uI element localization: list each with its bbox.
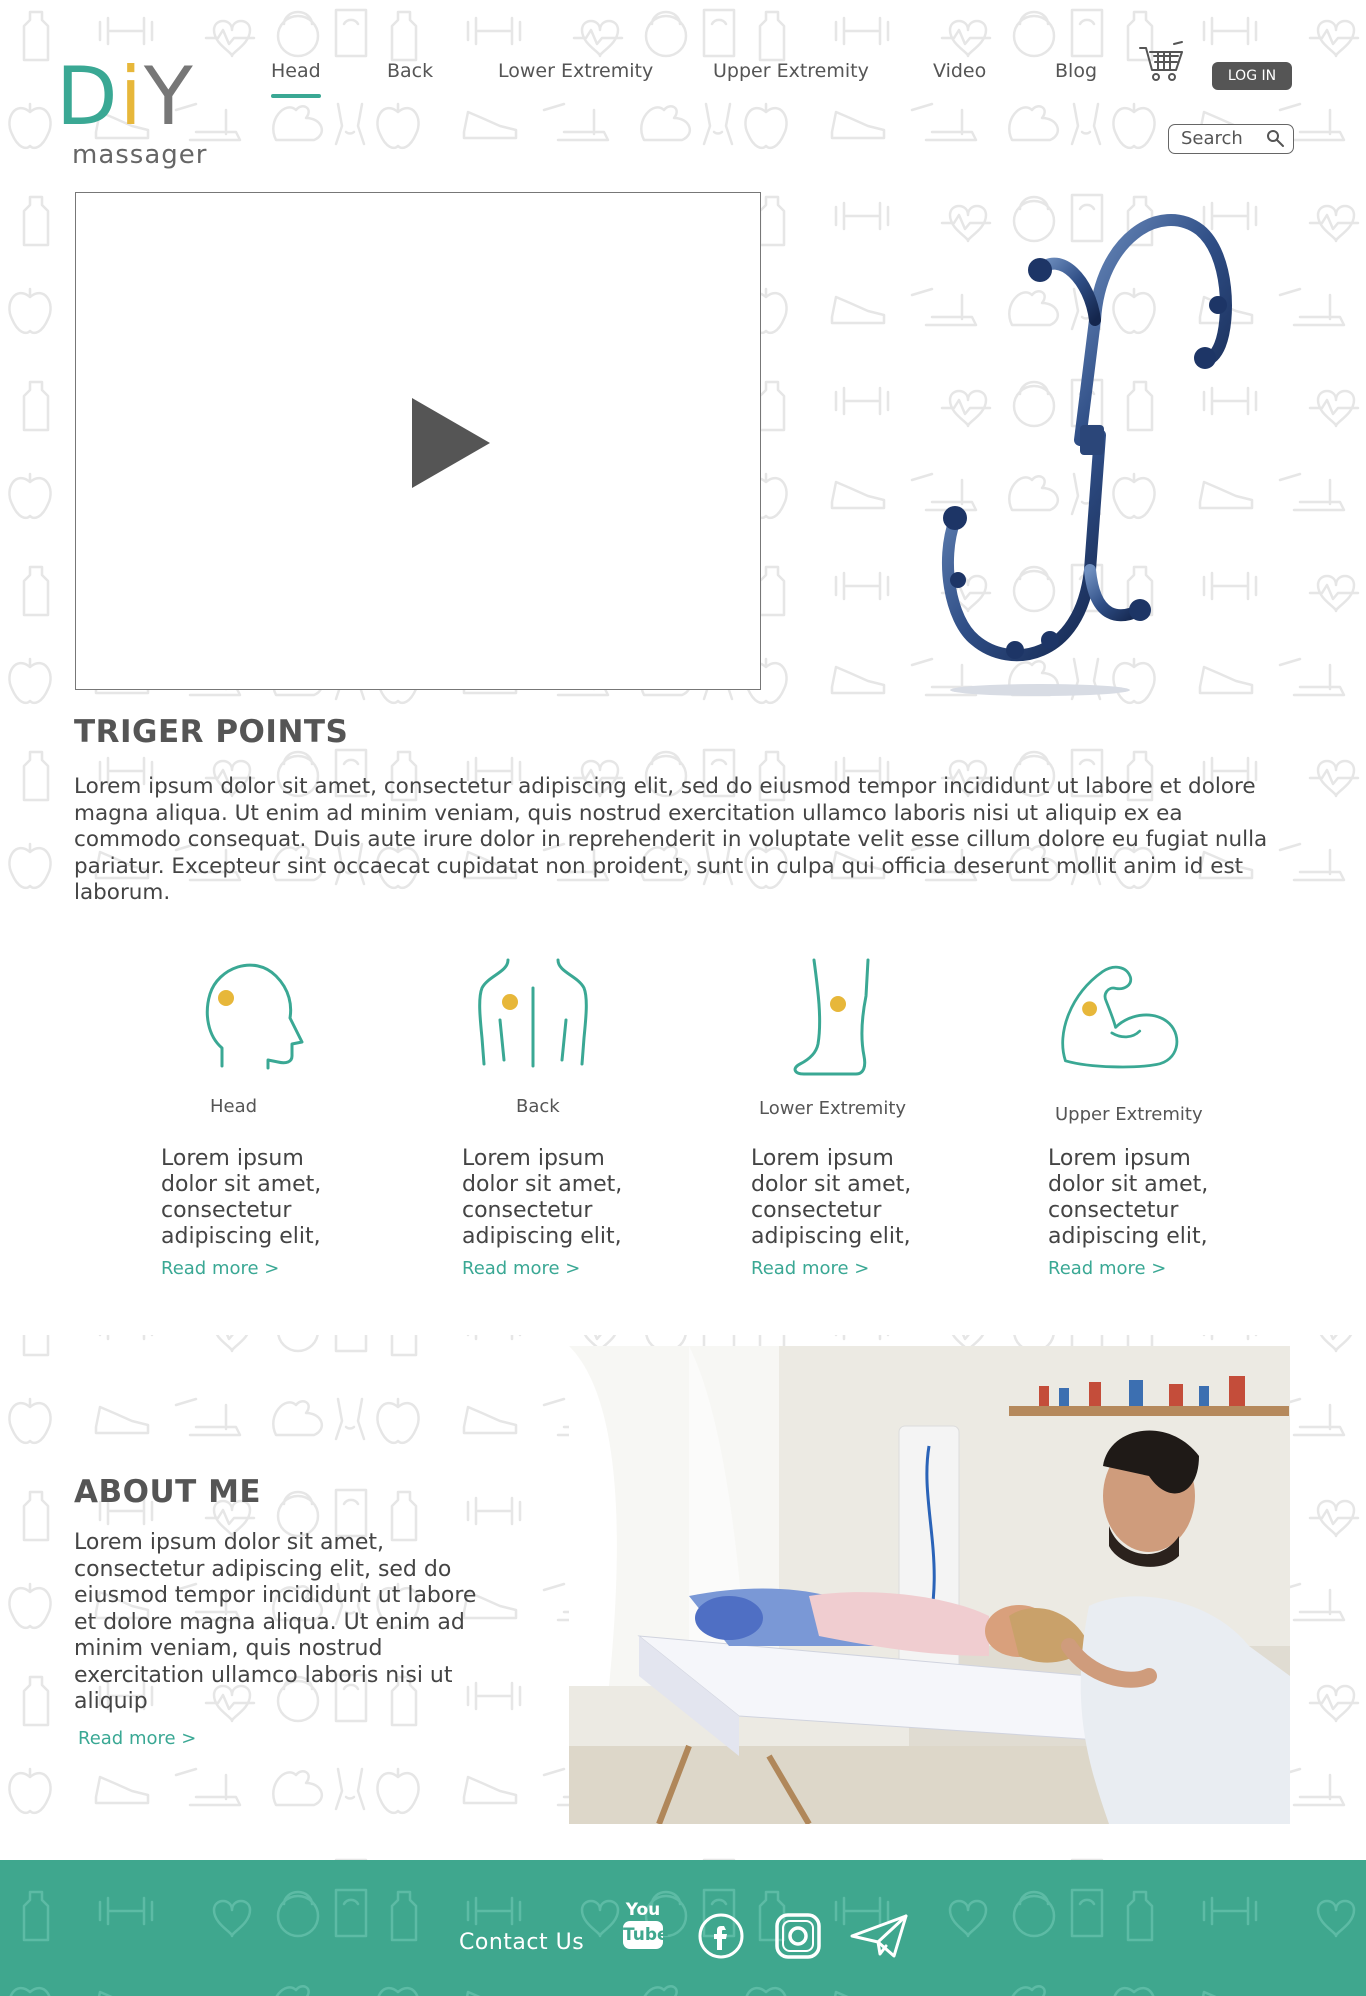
- nav-item-video[interactable]: Video: [933, 60, 987, 82]
- category-lower-extremity: [740, 950, 970, 1290]
- contact-us-label[interactable]: Contact Us: [459, 1930, 585, 1955]
- nav-item-back[interactable]: Back: [387, 60, 434, 82]
- category-upper-extremity-desc: Lorem ipsum dolor sit amet, consectetur adipiscing elit,: [1048, 1146, 1209, 1249]
- category-lower-extremity-read-more[interactable]: Read more >: [751, 1258, 870, 1279]
- about-title: ABOUT ME: [74, 1474, 262, 1510]
- back-icon[interactable]: [468, 954, 598, 1084]
- head-icon[interactable]: [192, 956, 322, 1086]
- arm-muscle-icon[interactable]: [1058, 954, 1188, 1084]
- nav-item-lower-extremity[interactable]: Lower Extremity: [498, 60, 654, 82]
- about-read-more[interactable]: Read more >: [78, 1728, 197, 1749]
- footer-pattern: [0, 1860, 1366, 1996]
- trigger-points-body: Lorem ipsum dolor sit amet, consectetur adipiscing elit, sed do eiusmod tempor incididunt ut labore et dolore magna aliqua. Ut enim ad minim veniam, quis nostrud exercitation ullamco laboris nisi ut aliquip ex ea commodo consequat. Duis aute irure dolor in reprehenderit in voluptate velit esse cillum dolore eu fugiat nulla pariatur. Excepteur sint occaecat cupidatat non proident, sunt in culpa qui officia deserunt mollit anim id est laborum.: [74, 774, 1268, 905]
- instagram-icon[interactable]: [774, 1912, 822, 1960]
- logo-wordmark: DiY: [56, 50, 195, 143]
- cart-icon[interactable]: [1138, 40, 1184, 84]
- play-icon[interactable]: [412, 398, 490, 488]
- logo[interactable]: [56, 52, 206, 172]
- category-head: [150, 950, 380, 1290]
- main-nav: [250, 60, 1130, 100]
- category-lower-extremity-desc: Lorem ipsum dolor sit amet, consectetur adipiscing elit,: [751, 1146, 912, 1249]
- footer: [0, 1860, 1366, 1996]
- nav-item-upper-extremity[interactable]: Upper Extremity: [713, 60, 869, 82]
- category-upper-extremity: [1040, 950, 1270, 1290]
- search-placeholder: Search: [1181, 128, 1243, 149]
- category-lower-extremity-label: Lower Extremity: [759, 1098, 907, 1119]
- youtube-tube-text: Tube: [623, 1921, 663, 1949]
- category-back: [452, 950, 682, 1290]
- category-back-read-more[interactable]: Read more >: [462, 1258, 581, 1279]
- youtube-you-text: You: [625, 1900, 661, 1920]
- search-icon[interactable]: [1265, 128, 1285, 148]
- login-button[interactable]: LOG IN: [1212, 62, 1292, 90]
- nav-item-blog[interactable]: Blog: [1055, 60, 1097, 82]
- trigger-points-title: TRIGER POINTS: [74, 714, 349, 750]
- category-back-label: Back: [516, 1096, 560, 1117]
- youtube-icon[interactable]: [620, 1900, 669, 1962]
- logo-subtitle: massager: [72, 140, 208, 170]
- video-player[interactable]: [75, 192, 761, 690]
- category-upper-extremity-read-more[interactable]: Read more >: [1048, 1258, 1167, 1279]
- massage-therapy-photo: [569, 1346, 1290, 1824]
- search-input[interactable]: [1168, 124, 1294, 154]
- send-icon[interactable]: [850, 1912, 910, 1960]
- facebook-icon[interactable]: [697, 1912, 745, 1960]
- category-head-label: Head: [210, 1096, 258, 1117]
- category-back-desc: Lorem ipsum dolor sit amet, consectetur adipiscing elit,: [462, 1146, 623, 1249]
- category-upper-extremity-label: Upper Extremity: [1055, 1104, 1203, 1125]
- massager-image: [930, 200, 1270, 700]
- leg-icon[interactable]: [776, 954, 906, 1084]
- category-head-read-more[interactable]: Read more >: [161, 1258, 280, 1279]
- nav-item-head[interactable]: Head: [271, 60, 321, 82]
- category-head-desc: Lorem ipsum dolor sit amet, consectetur adipiscing elit,: [161, 1146, 322, 1249]
- about-body: Lorem ipsum dolor sit amet, consectetur adipiscing elit, sed do eiusmod tempor incididunt ut labore et dolore magna aliqua. Ut enim ad minim veniam, quis nostrud exercitation ullamco laboris nisi ut aliquip: [74, 1530, 477, 1714]
